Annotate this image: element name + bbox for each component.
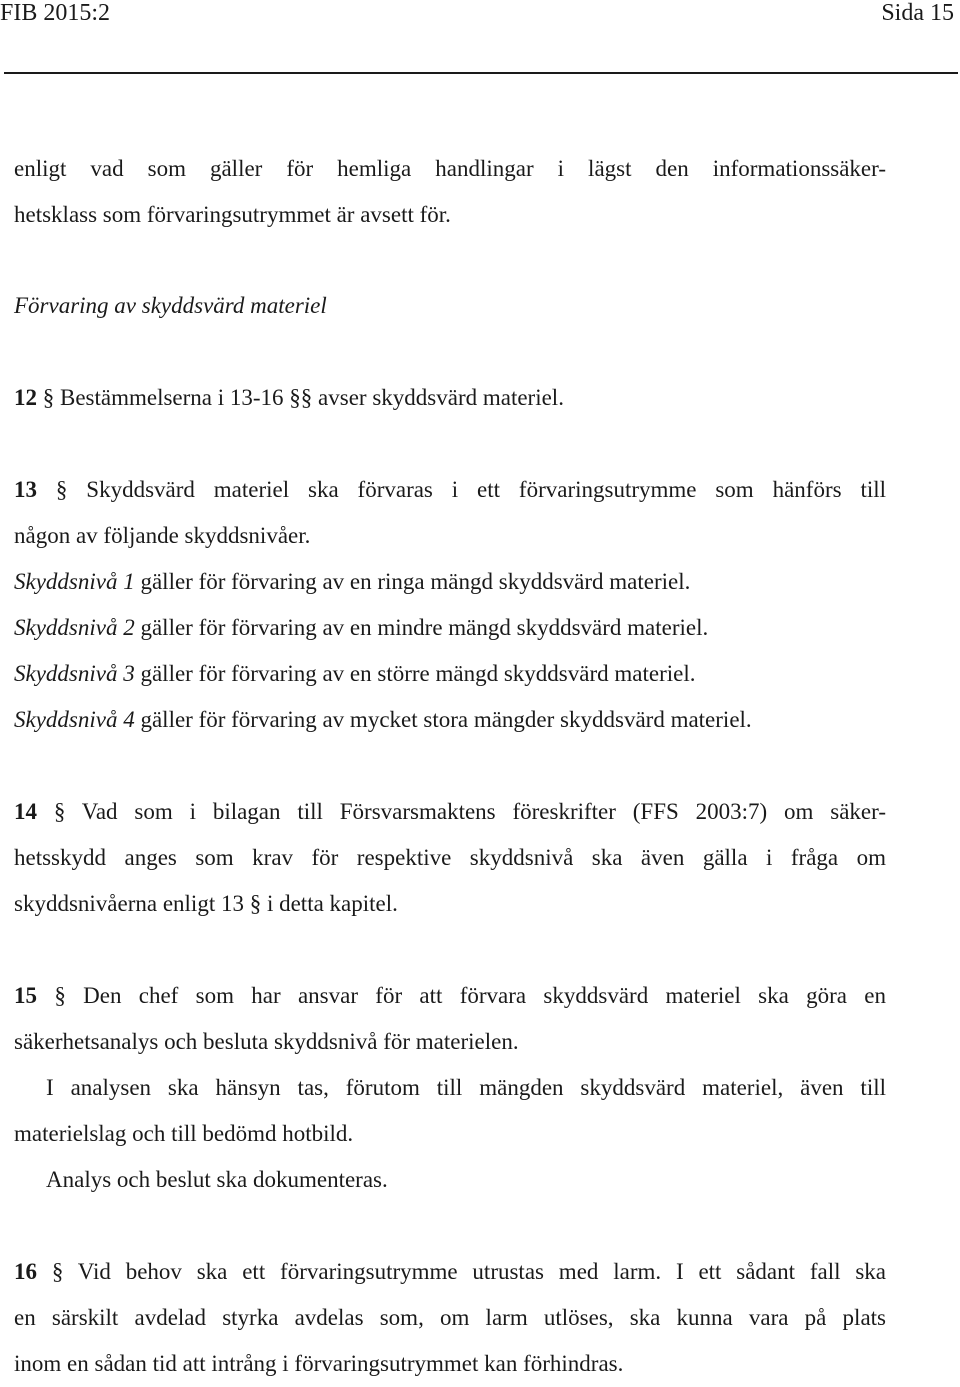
section-heading: Förvaring av skyddsvärd materiel xyxy=(14,293,327,318)
publication-id: FIB 2015:2 xyxy=(0,0,111,26)
header-rule xyxy=(4,72,958,74)
text-line xyxy=(14,973,886,1019)
text-line: säkerhetsanalys och besluta skyddsnivå för materielen. xyxy=(14,1029,519,1054)
level-label: Skyddsnivå 3 xyxy=(14,661,135,686)
text-line: I analysen ska hänsyn tas, förutom till mängden skyddsvärd materiel, även till xyxy=(46,1075,886,1100)
text-line: skyddsnivåerna enligt 13 § i detta kapitel. xyxy=(14,891,398,916)
section-sign: § xyxy=(55,477,68,502)
text-line xyxy=(14,1249,886,1295)
text-line: materielslag och till bedömd hotbild. xyxy=(14,1121,354,1146)
text-line: enligt vad som gäller för hemliga handlingar i lägst den informationssäker- xyxy=(14,156,886,181)
section-sign: § xyxy=(51,1259,64,1284)
level-item xyxy=(14,651,695,697)
level-item xyxy=(14,605,708,651)
text-line: hetsklass som förvaringsutrymmet är avsett för. xyxy=(14,202,451,227)
section-sign: § xyxy=(42,385,55,410)
text-line xyxy=(14,789,886,835)
section-text: Skyddsvärd materiel ska förvaras i ett förvaringsutrymme som hänförs till xyxy=(86,477,887,502)
section-number: 12 xyxy=(14,385,37,410)
section-number: 16 xyxy=(14,1259,37,1284)
text-line xyxy=(14,467,886,513)
level-text: gäller för förvaring av en större mängd skyddsvärd materiel. xyxy=(134,661,696,686)
text-line: Analys och beslut ska dokumenteras. xyxy=(46,1167,388,1192)
level-item xyxy=(14,559,690,605)
level-text: gäller för förvaring av mycket stora mängder skyddsvärd materiel. xyxy=(134,707,752,732)
section-text: Den chef som har ansvar för att förvara skyddsvärd materiel ska göra en xyxy=(83,983,887,1008)
level-label: Skyddsnivå 1 xyxy=(14,569,135,594)
section-sign: § xyxy=(53,799,66,824)
section-number: 15 xyxy=(14,983,37,1008)
page-header xyxy=(0,0,954,30)
section-text: Bestämmelserna i 13-16 §§ avser skyddsvärd materiel. xyxy=(60,385,564,410)
level-text: gäller för förvaring av en ringa mängd skyddsvärd materiel. xyxy=(134,569,691,594)
text-line xyxy=(14,375,564,421)
text-line: inom en sådan tid att intrång i förvaringsutrymmet kan förhindras. xyxy=(14,1351,624,1376)
section-number: 14 xyxy=(14,799,37,824)
text-line: en särskilt avdelad styrka avdelas som, om larm utlöses, ska kunna vara på plats xyxy=(14,1305,886,1330)
level-label: Skyddsnivå 4 xyxy=(14,707,135,732)
level-label: Skyddsnivå 2 xyxy=(14,615,135,640)
page-number: Sida 15 xyxy=(881,0,954,26)
section-sign: § xyxy=(54,983,66,1008)
section-number: 13 xyxy=(14,477,37,502)
section-text: Vid behov ska ett förvaringsutrymme utrustas med larm. I ett sådant fall ska xyxy=(77,1259,886,1284)
section-text: Vad som i bilagan till Försvarsmaktens föreskrifter (FFS 2003:7) om säker- xyxy=(81,799,886,824)
level-item xyxy=(14,697,752,743)
level-text: gäller för förvaring av en mindre mängd skyddsvärd materiel. xyxy=(134,615,709,640)
text-line: hetsskydd anges som krav för respektive skyddsnivå ska även gälla i fråga om xyxy=(14,845,886,870)
text-line: någon av följande skyddsnivåer. xyxy=(14,523,311,548)
